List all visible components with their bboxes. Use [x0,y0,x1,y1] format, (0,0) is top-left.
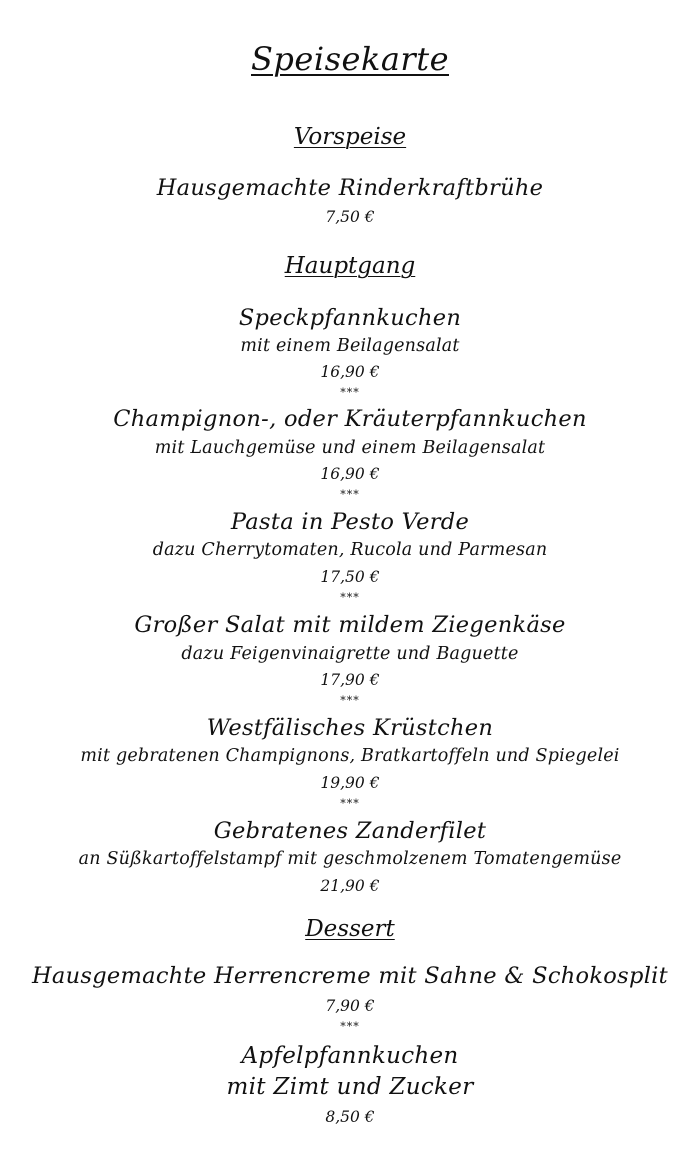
dish-description: mit Lauchgemüse und einem Beilagensalat [154,438,546,458]
dish-price: 7,50 € [325,208,375,226]
dish-name: Hausgemachte Herrencreme mit Sahne & Schokosplit [31,963,669,989]
dish-name: Westfälisches Krüstchen [206,715,494,741]
section-heading-main: Hauptgang [284,253,416,279]
separator: *** [340,386,360,399]
dish-name: Apfelpfannkuchen [241,1043,459,1069]
menu-title: Speisekarte [251,40,449,78]
dish-price: 17,50 € [320,568,380,586]
dish-description: mit gebratenen Champignons, Bratkartoffeln und Spiegelei [80,746,620,766]
dish-price: 16,90 € [320,363,380,381]
separator: *** [340,1020,360,1033]
dish-name: Champignon-, oder Kräuterpfannkuchen [113,406,587,432]
dish-price: 8,50 € [325,1108,375,1126]
dish-name: Pasta in Pesto Verde [230,509,470,535]
dish-price: 7,90 € [325,997,375,1015]
separator: *** [340,797,360,810]
dish-name: Großer Salat mit mildem Ziegenkäse [134,612,566,638]
dish-price: 21,90 € [320,877,380,895]
section-heading-dessert: Dessert [305,916,395,942]
section-heading-starter: Vorspeise [293,124,407,150]
dish-price: 17,90 € [320,671,380,689]
separator: *** [340,591,360,604]
dish-description: dazu Feigenvinaigrette und Baguette [181,644,519,664]
dish-name: Gebratenes Zanderfilet [213,818,487,844]
dish-name: Speckpfannkuchen [238,305,462,331]
separator: *** [340,694,360,707]
separator: *** [340,488,360,501]
dish-description: mit einem Beilagensalat [240,336,460,356]
dish-description: mit Zimt und Zucker [226,1074,474,1100]
dish-price: 19,90 € [320,774,380,792]
dish-price: 16,90 € [320,465,380,483]
dish-description: dazu Cherrytomaten, Rucola und Parmesan [152,540,548,560]
dish-name: Hausgemachte Rinderkraftbrühe [156,175,544,201]
dish-description: an Süßkartoffelstampf mit geschmolzenem Tomatengemüse [78,849,622,869]
